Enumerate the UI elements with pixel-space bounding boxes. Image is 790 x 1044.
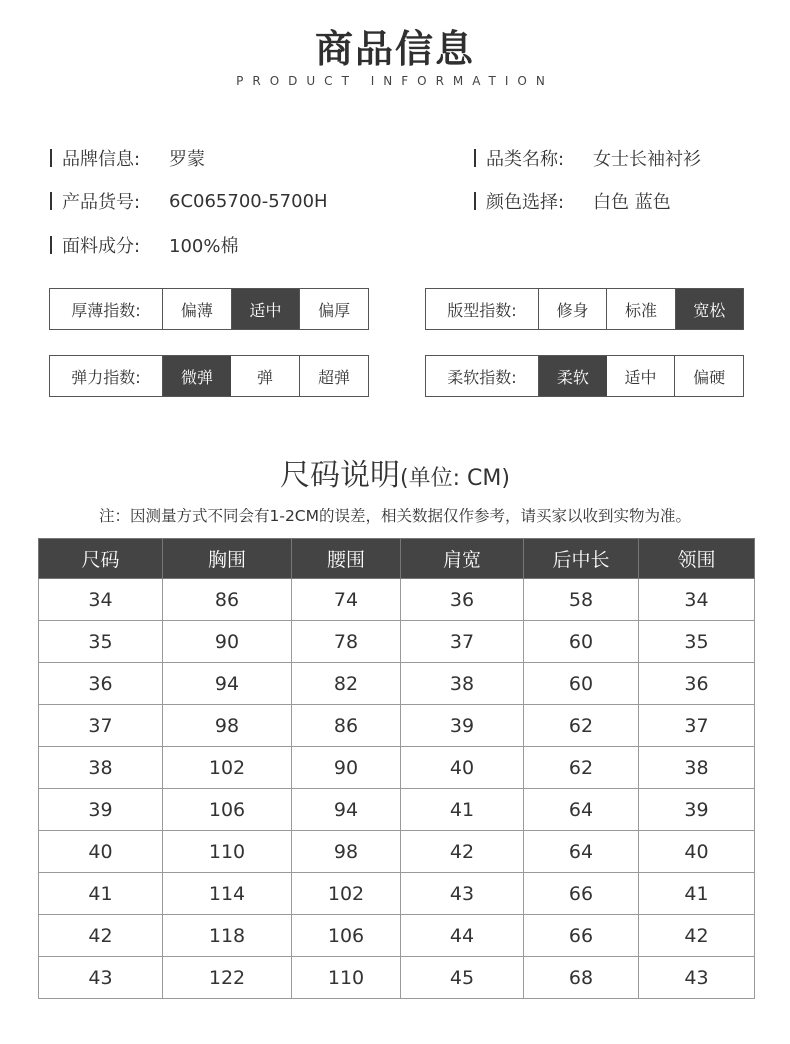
thickness-option-medium: 适中 [232, 289, 301, 329]
softness-option-medium: 适中 [607, 356, 676, 396]
cell-waist: 90 [292, 747, 401, 789]
cell-chest: 118 [163, 915, 292, 957]
fabric-value: 100%棉 [169, 236, 239, 257]
size-chart-note: 注：因测量方式不同会有1-2CM的误差，相关数据仅作参考，请买家以收到实物为准。 [98, 507, 691, 525]
softness-option-soft: 柔软 [539, 356, 607, 396]
table-row [39, 663, 755, 705]
cell-size: 34 [39, 579, 163, 621]
softness-index [425, 355, 744, 397]
cell-shoulder: 40 [401, 747, 524, 789]
category-label: 品类名称: [486, 149, 565, 170]
cell-shoulder: 41 [401, 789, 524, 831]
elasticity-option-elastic: 弹 [231, 356, 300, 396]
elasticity-index [49, 355, 369, 397]
brand-label: 品牌信息: [62, 149, 141, 170]
info-marker [50, 149, 52, 167]
softness-option-hard: 偏硬 [693, 367, 726, 387]
cell-shoulder: 44 [401, 915, 524, 957]
cell-back-length: 58 [524, 579, 639, 621]
cell-size: 40 [39, 831, 163, 873]
fabric-label: 面料成分: [62, 236, 141, 257]
cell-chest: 98 [163, 705, 292, 747]
size-chart-title [0, 450, 790, 494]
cell-collar: 38 [639, 747, 755, 789]
color-value: 白色 蓝色 [593, 192, 671, 213]
cell-waist: 98 [292, 831, 401, 873]
cell-collar: 35 [639, 621, 755, 663]
cell-size: 42 [39, 915, 163, 957]
table-row [39, 621, 755, 663]
cell-waist: 78 [292, 621, 401, 663]
info-fabric [50, 232, 238, 258]
table-row [39, 873, 755, 915]
elasticity-option-super: 超弹 [317, 367, 350, 387]
column-header-waist: 腰围 [292, 539, 401, 579]
elasticity-index-label: 弹力指数: [50, 356, 163, 396]
fit-option-loose: 宽松 [676, 289, 743, 329]
cell-size: 38 [39, 747, 163, 789]
cell-collar: 40 [639, 831, 755, 873]
sku-value: 6C065700-5700H [169, 190, 328, 212]
info-brand [50, 145, 205, 171]
info-marker [50, 192, 52, 210]
column-header-shoulder: 肩宽 [401, 539, 524, 579]
cell-shoulder: 45 [401, 957, 524, 999]
cell-collar: 39 [639, 789, 755, 831]
column-header-collar: 领围 [639, 539, 755, 579]
cell-collar: 36 [639, 663, 755, 705]
cell-waist: 94 [292, 789, 401, 831]
cell-back-length: 66 [524, 915, 639, 957]
fit-index-label: 版型指数: [426, 289, 539, 329]
thickness-index [49, 288, 369, 330]
info-marker [474, 192, 476, 210]
column-header-back-length: 后中长 [524, 539, 639, 579]
page-title: 商品信息 [314, 27, 475, 71]
cell-chest: 102 [163, 747, 292, 789]
cell-waist: 86 [292, 705, 401, 747]
sku-label: 产品货号: [62, 192, 141, 213]
table-row [39, 789, 755, 831]
cell-size: 41 [39, 873, 163, 915]
cell-back-length: 68 [524, 957, 639, 999]
fit-option-slim: 修身 [539, 289, 607, 329]
thickness-option-thin: 偏薄 [163, 289, 232, 329]
cell-chest: 114 [163, 873, 292, 915]
cell-shoulder: 36 [401, 579, 524, 621]
info-color [474, 188, 671, 214]
cell-back-length: 60 [524, 663, 639, 705]
cell-waist: 110 [292, 957, 401, 999]
elasticity-option-slight: 微弹 [163, 356, 231, 396]
cell-shoulder: 42 [401, 831, 524, 873]
cell-chest: 122 [163, 957, 292, 999]
cell-collar: 43 [639, 957, 755, 999]
cell-back-length: 62 [524, 747, 639, 789]
cell-shoulder: 38 [401, 663, 524, 705]
fit-index [425, 288, 744, 330]
cell-back-length: 64 [524, 831, 639, 873]
cell-chest: 90 [163, 621, 292, 663]
cell-waist: 106 [292, 915, 401, 957]
cell-back-length: 66 [524, 873, 639, 915]
cell-chest: 86 [163, 579, 292, 621]
softness-index-label: 柔软指数: [426, 356, 539, 396]
cell-collar: 42 [639, 915, 755, 957]
table-row [39, 831, 755, 873]
cell-shoulder: 39 [401, 705, 524, 747]
cell-chest: 94 [163, 663, 292, 705]
cell-back-length: 60 [524, 621, 639, 663]
fit-option-standard: 标准 [607, 289, 675, 329]
cell-size: 37 [39, 705, 163, 747]
cell-collar: 41 [639, 873, 755, 915]
size-chart-title-text: 尺码说明 [280, 458, 401, 493]
table-row [39, 579, 755, 621]
cell-waist: 82 [292, 663, 401, 705]
column-header-size: 尺码 [39, 539, 163, 579]
cell-back-length: 62 [524, 705, 639, 747]
category-value: 女士长袖衬衫 [593, 149, 701, 170]
cell-back-length: 64 [524, 789, 639, 831]
page-subtitle: PRODUCT INFORMATION [236, 74, 554, 88]
table-row [39, 747, 755, 789]
size-table-header-row [39, 539, 755, 579]
cell-chest: 110 [163, 831, 292, 873]
info-sku [50, 188, 328, 214]
size-chart-unit: (单位: CM) [400, 466, 510, 491]
thickness-option-thick: 偏厚 [318, 300, 351, 320]
info-marker [50, 236, 52, 254]
cell-waist: 102 [292, 873, 401, 915]
table-row [39, 957, 755, 999]
size-table-body [39, 579, 755, 999]
table-row [39, 915, 755, 957]
table-row [39, 705, 755, 747]
cell-size: 35 [39, 621, 163, 663]
cell-collar: 34 [639, 579, 755, 621]
cell-size: 36 [39, 663, 163, 705]
cell-size: 43 [39, 957, 163, 999]
brand-value: 罗蒙 [169, 149, 205, 170]
thickness-index-label: 厚薄指数: [50, 289, 163, 329]
cell-chest: 106 [163, 789, 292, 831]
cell-size: 39 [39, 789, 163, 831]
info-category [474, 145, 701, 171]
column-header-chest: 胸围 [163, 539, 292, 579]
cell-shoulder: 43 [401, 873, 524, 915]
info-marker [474, 149, 476, 167]
color-label: 颜色选择: [486, 192, 565, 213]
cell-waist: 74 [292, 579, 401, 621]
size-table [38, 538, 755, 999]
cell-collar: 37 [639, 705, 755, 747]
cell-shoulder: 37 [401, 621, 524, 663]
